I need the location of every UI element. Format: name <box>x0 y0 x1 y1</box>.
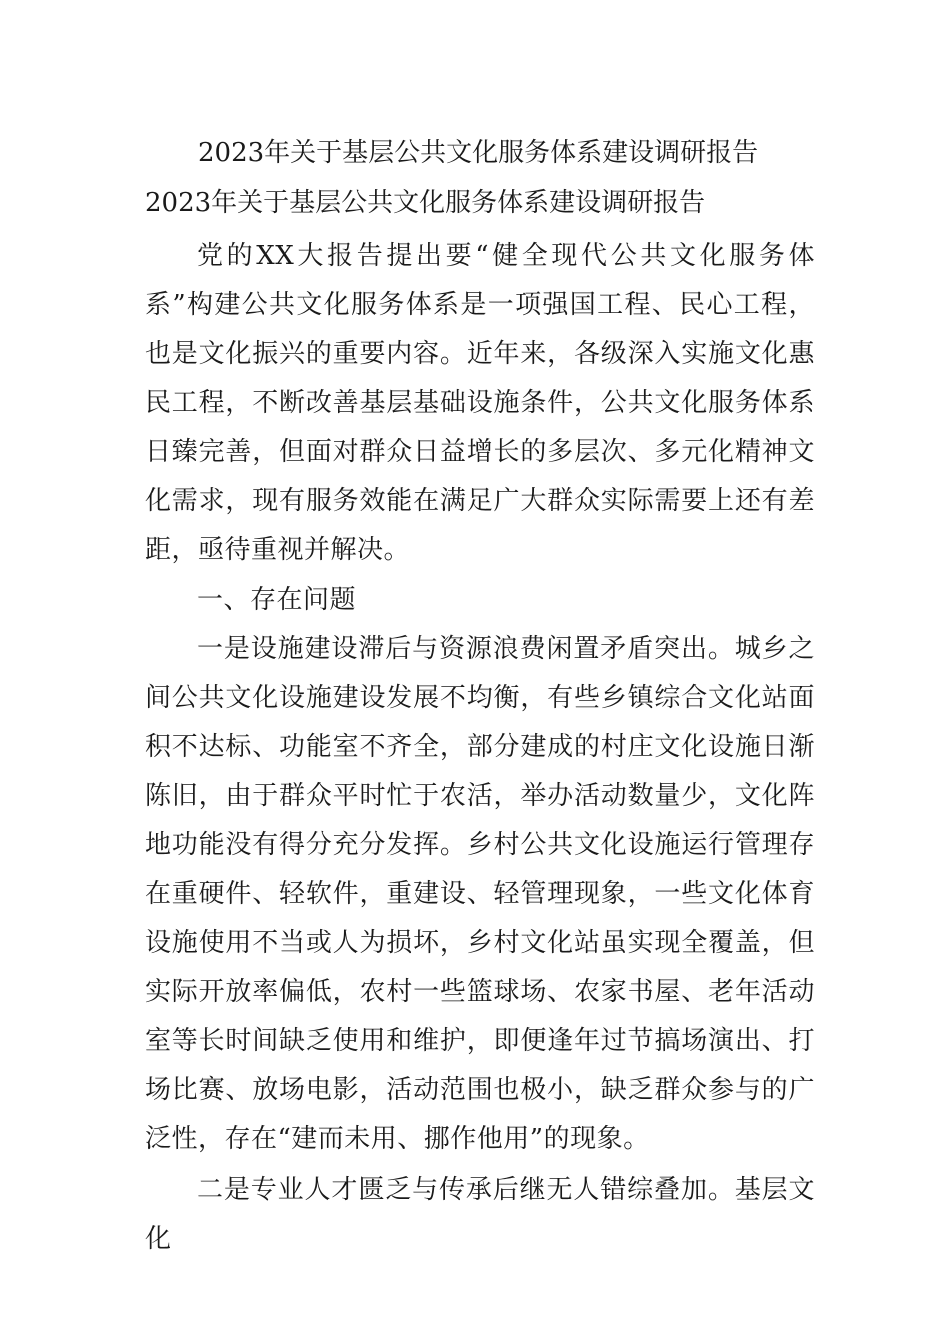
body-paragraph-one: 一是设施建设滞后与资源浪费闲置矛盾突出。城乡之间公共文化设施建设发展不均衡，有些乡镇综合文化站面积不达标、功能室不齐全，部分建成的村庄文化设施日渐陈旧，由于群众平时忙于农活，举办活动数量少，文化阵地功能没有得分充分发挥。乡村公共文化设施运行管理存在重硬件、轻软件，重建设、轻管理现象，一些文化体育设施使用不当或人为损坏，乡村文化站虽实现全覆盖，但实际开放率偏低，农村一些篮球场、农家书屋、老年活动室等长时间缺乏使用和维护，即便逢年过节搞场演出、打场比赛、放场电影，活动范围也极小，缺乏群众参与的广泛性，存在“建而未用、挪作他用”的现象。 <box>145 634 815 1154</box>
document-subtitle: 2023年关于基层公共文化服务体系建设调研报告 <box>145 188 706 218</box>
intro-paragraph: 党的XX大报告提出要“健全现代公共文化服务体系”构建公共文化服务体系是一项强国工程、民心工程，也是文化振兴的重要内容。近年来，各级深入实施文化惠民工程，不断改善基层基础设施条件，公共文化服务体系日臻完善，但面对群众日益增长的多层次、多元化精神文化需求，现有服务效能在满足广大群众实际需要上还有差距，亟待重视并解决。 <box>145 241 815 565</box>
section-heading: 一、存在问题 <box>197 585 357 615</box>
body-paragraph-two: 二是专业人才匮乏与传承后继无人错综叠加。基层文化 <box>145 1175 815 1254</box>
document-title: 2023年关于基层公共文化服务体系建设调研报告 <box>198 138 759 168</box>
